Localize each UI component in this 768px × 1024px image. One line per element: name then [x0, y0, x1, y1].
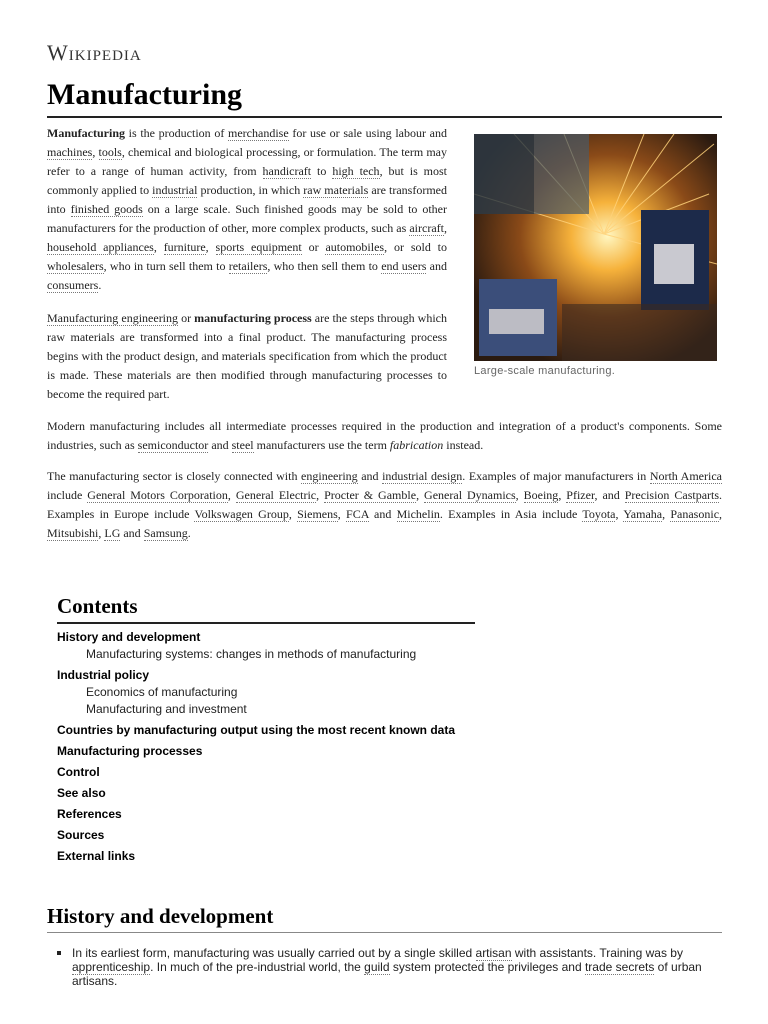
- wiki-link[interactable]: furniture: [163, 240, 206, 254]
- wiki-link[interactable]: Boeing: [523, 488, 559, 502]
- toc-item[interactable]: Control: [57, 765, 100, 779]
- wiki-link[interactable]: LG: [104, 526, 121, 540]
- wiki-link[interactable]: steel: [231, 438, 254, 452]
- wiki-link[interactable]: raw materials: [303, 183, 369, 197]
- toc-heading: Contents: [57, 594, 475, 624]
- toc-item[interactable]: Countries by manufacturing output using the most recent known data: [57, 723, 456, 737]
- wiki-link[interactable]: finished goods: [70, 202, 143, 216]
- wiki-link[interactable]: handicraft: [262, 164, 312, 178]
- toc-item[interactable]: Sources: [57, 828, 105, 842]
- wiki-link[interactable]: industrial: [152, 183, 198, 197]
- wiki-link[interactable]: Toyota: [582, 507, 616, 521]
- wiki-link[interactable]: Siemens: [297, 507, 338, 521]
- wiki-link[interactable]: semiconductor: [137, 438, 209, 452]
- toc-item[interactable]: External links: [57, 849, 136, 863]
- wiki-link[interactable]: Manufacturing engineering: [47, 311, 179, 325]
- intro-paragraph-3: Modern manufacturing includes all intermediate processes required in the production and integration of a product's components. Some industries, such as semiconductor and steel manufacturers use the term fabrication instead.: [47, 419, 722, 452]
- toc-item[interactable]: History and development: [57, 630, 201, 644]
- wiki-link[interactable]: machines: [47, 145, 93, 159]
- wiki-link[interactable]: wholesalers: [47, 259, 104, 273]
- wiki-link[interactable]: General Motors Corporation: [87, 488, 228, 502]
- italic-term: fabrication: [389, 438, 444, 452]
- wiki-link[interactable]: Michelin: [396, 507, 440, 521]
- wiki-link[interactable]: FCA: [346, 507, 369, 521]
- toc-subitem[interactable]: Economics of manufacturing: [86, 685, 238, 699]
- wiki-link[interactable]: Pfizer: [566, 488, 595, 502]
- wiki-link[interactable]: sports equipment: [215, 240, 302, 254]
- history-bullet-1: In its earliest form, manufacturing was usually carried out by a single skilled artisan with assistants. Training was by apprenticeship. In much of the pre-industrial world, the guild system protected the privileges and trade secrets of urban artisans.: [72, 946, 702, 988]
- manufacturing-collage-image[interactable]: [474, 134, 717, 361]
- figure-caption: Large-scale manufacturing.: [474, 365, 616, 377]
- page-title: Manufacturing: [47, 78, 722, 118]
- bullet-marker: [57, 951, 61, 955]
- toc-subitem[interactable]: Manufacturing systems: changes in methods of manufacturing: [86, 647, 417, 661]
- wiki-link[interactable]: household appliances: [47, 240, 154, 254]
- toc-item[interactable]: See also: [57, 786, 106, 800]
- wiki-link[interactable]: aircraft: [409, 221, 444, 235]
- wiki-link[interactable]: retailers: [228, 259, 268, 273]
- wiki-link[interactable]: high tech: [332, 164, 380, 178]
- wiki-link[interactable]: industrial design: [382, 469, 463, 483]
- toc-item[interactable]: References: [57, 807, 122, 821]
- wiki-link[interactable]: Mitsubishi: [47, 526, 99, 540]
- toc-subitem[interactable]: Manufacturing and investment: [86, 702, 247, 716]
- wiki-link[interactable]: trade secrets: [584, 960, 655, 974]
- wiki-link[interactable]: guild: [364, 960, 390, 974]
- history-bullet-list: [57, 946, 722, 988]
- infobox-figure: [474, 134, 717, 377]
- toc-item[interactable]: Manufacturing processes: [57, 744, 203, 758]
- intro-paragraph-2: Manufacturing engineering or manufacturing process are the steps through which raw materials are transformed into a final product. The manufacturing process begins with the product design, and materials specification from which the product is made. These materials are then modified through manufacturing processes to become the required part.: [47, 311, 447, 401]
- table-of-contents: [57, 594, 475, 863]
- bold-term: manufacturing process: [194, 311, 312, 325]
- intro-paragraph-1: Manufacturing is the production of merchandise for use or sale using labour and machines, tools, chemical and biological processing, or formulation. The term may refer to a range of human activity, from handicraft to high tech, but is most commonly applied to industrial production, in which raw materials are transformed into finished goods on a large scale. Such finished goods may be sold to other manufacturers for the production of other, more complex products, such as aircraft, household appliances, furniture, sports equipment or automobiles, or sold to wholesalers, who in turn sell them to retailers, who then sell them to end users and consumers.: [47, 126, 448, 292]
- wiki-link[interactable]: Samsung: [143, 526, 188, 540]
- wiki-link[interactable]: Precision Castparts: [624, 488, 720, 502]
- wiki-link[interactable]: General Electric: [235, 488, 317, 502]
- toc-list: [57, 630, 475, 863]
- wiki-link[interactable]: Procter & Gamble: [324, 488, 417, 502]
- wiki-link[interactable]: artisan: [475, 946, 512, 960]
- intro-paragraph-4: The manufacturing sector is closely connected with engineering and industrial design. Examples of major manufacturers in North America include General Motors Corporation, General Electric, Procter & Gamble, General Dynamics, Boeing, Pfizer, and Precision Castparts. Examples in Europe include Volkswagen Group, Siemens, FCA and Michelin. Examples in Asia include Toyota, Yamaha, Panasonic, Mitsubishi, LG and Samsung.: [47, 469, 723, 540]
- wiki-link[interactable]: apprenticeship: [72, 960, 151, 974]
- wiki-link[interactable]: North America: [649, 469, 722, 483]
- wiki-link[interactable]: end users: [381, 259, 427, 273]
- wiki-link[interactable]: Panasonic: [670, 507, 720, 521]
- wiki-link[interactable]: Yamaha: [623, 507, 663, 521]
- wiki-link[interactable]: Volkswagen Group: [194, 507, 289, 521]
- section-heading-history: History and development: [47, 904, 722, 933]
- wiki-link[interactable]: automobiles: [325, 240, 385, 254]
- toc-item[interactable]: Industrial policy: [57, 668, 150, 682]
- wikipedia-wordmark[interactable]: Wikipedia: [47, 40, 142, 65]
- wiki-link[interactable]: tools: [98, 145, 122, 159]
- bold-term: Manufacturing: [47, 126, 125, 140]
- wiki-link[interactable]: engineering: [301, 469, 358, 483]
- wiki-link[interactable]: merchandise: [228, 126, 289, 140]
- wiki-link[interactable]: General Dynamics: [424, 488, 516, 502]
- wiki-link[interactable]: consumers: [47, 278, 99, 292]
- list-item: [57, 946, 722, 988]
